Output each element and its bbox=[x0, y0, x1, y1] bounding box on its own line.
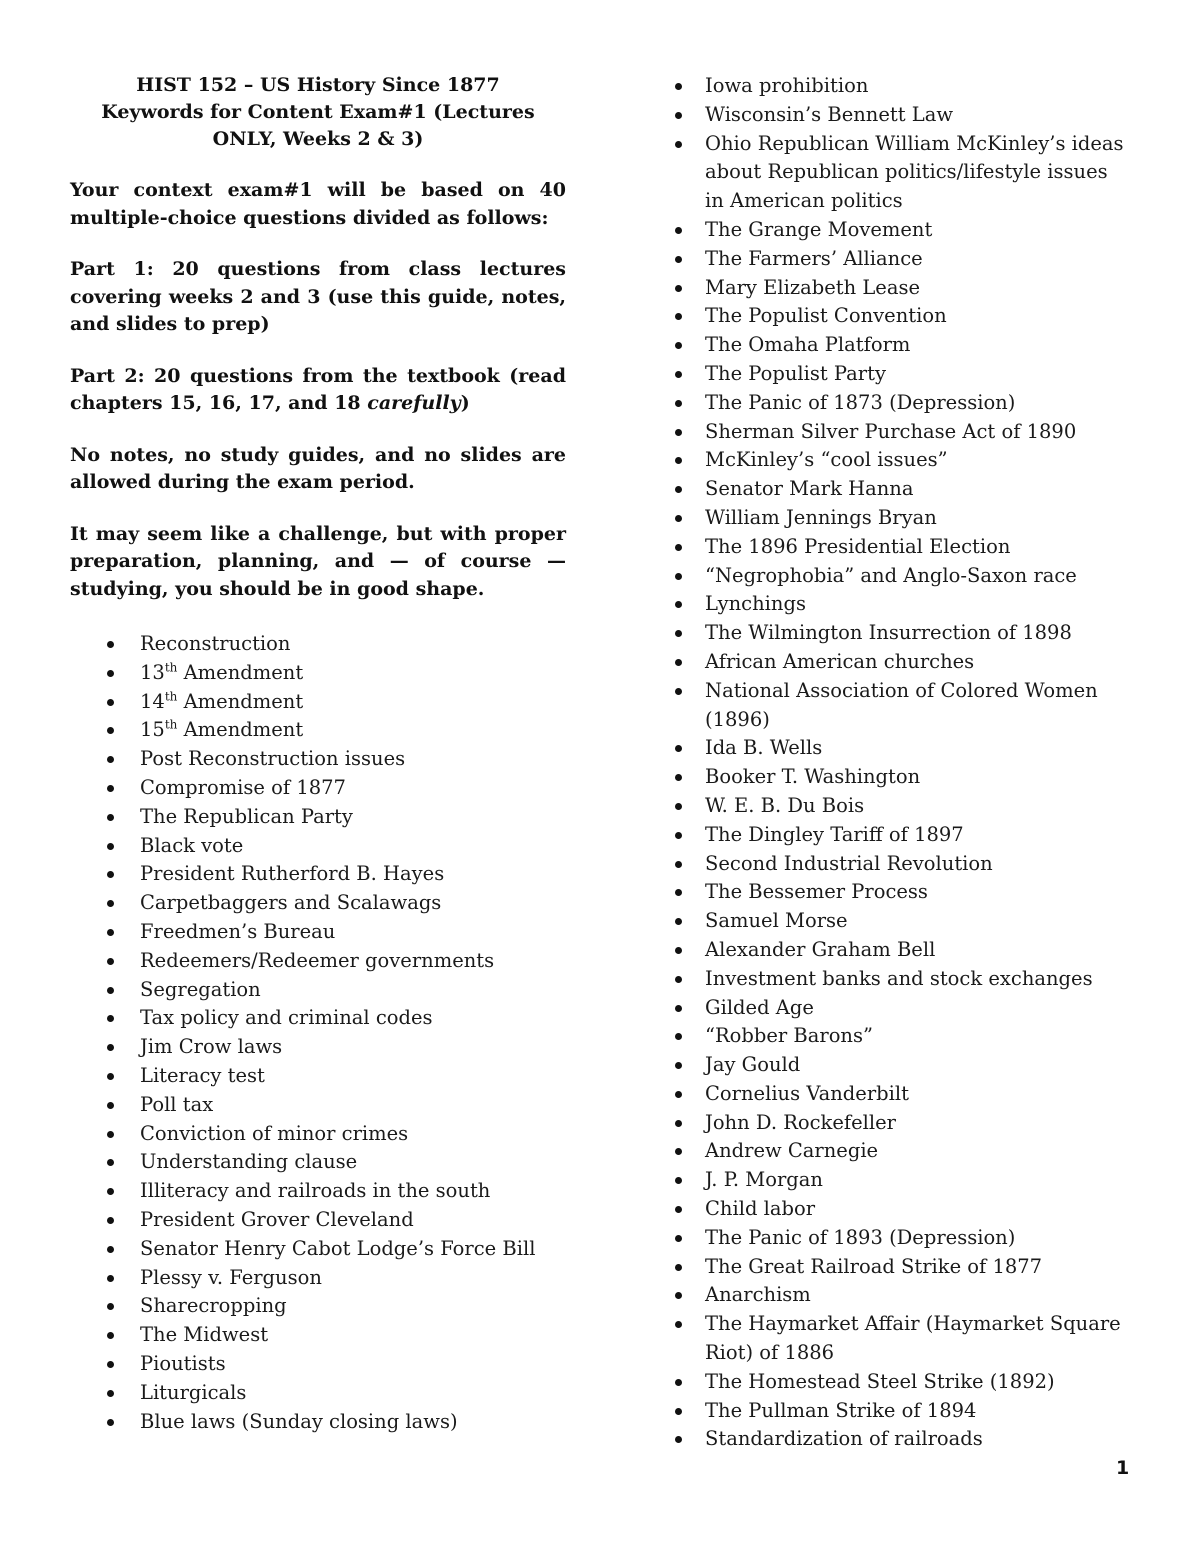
amendment-label: Amendment bbox=[183, 718, 304, 742]
keyword-item bbox=[672, 274, 1132, 303]
keyword-text: The Great Railroad Strike of 1877 bbox=[705, 1254, 1043, 1278]
keyword-item bbox=[672, 446, 1132, 475]
keyword-item bbox=[672, 677, 1132, 735]
keyword-text: Redeemers/Redeemer governments bbox=[140, 948, 495, 972]
keyword-item bbox=[672, 648, 1132, 677]
keyword-text: Carpetbaggers and Scalawags bbox=[140, 891, 442, 915]
keyword-item bbox=[672, 907, 1132, 936]
keyword-text: Compromise of 1877 bbox=[140, 775, 346, 799]
keyword-text: Senator Henry Cabot Lodge’s Force Bill bbox=[140, 1236, 536, 1260]
keyword-text: “Robber Barons” bbox=[705, 1024, 873, 1048]
keyword-text: Literacy test bbox=[140, 1063, 265, 1087]
keyword-text: Ida B. Wells bbox=[705, 736, 823, 760]
part-2-text-end: ) bbox=[460, 392, 470, 414]
keyword-item bbox=[672, 1080, 1132, 1109]
right-column bbox=[672, 72, 1132, 1454]
keyword-item bbox=[70, 1091, 566, 1120]
keyword-text: John D. Rockefeller bbox=[705, 1110, 897, 1134]
keyword-text: Wisconsin’s Bennett Law bbox=[705, 102, 954, 126]
keyword-item bbox=[70, 1321, 566, 1350]
keyword-item bbox=[672, 504, 1132, 533]
amendment-number: 13 bbox=[140, 660, 165, 684]
keyword-item bbox=[70, 688, 566, 717]
keyword-text: Post Reconstruction issues bbox=[140, 747, 406, 771]
intro-paragraph-rules: No notes, no study guides, and no slides are allowed during the exam period. bbox=[70, 443, 566, 493]
keyword-item bbox=[672, 533, 1132, 562]
keyword-text: Ohio Republican William McKinley’s ideas about Republican politics/lifestyle issues in American politics bbox=[705, 131, 1124, 213]
ordinal-suffix: th bbox=[164, 660, 178, 675]
keyword-text: Liturgicals bbox=[140, 1380, 247, 1404]
keyword-item bbox=[672, 1166, 1132, 1195]
intro-paragraph-encouragement: It may seem like a challenge, but with proper preparation, planning, and — of course — studying, you should be in good shape. bbox=[70, 522, 566, 600]
amendment-number: 15 bbox=[140, 718, 165, 742]
keyword-text: Reconstruction bbox=[140, 632, 291, 655]
keyword-text: Standardization of railroads bbox=[705, 1427, 983, 1451]
keyword-item bbox=[672, 792, 1132, 821]
intro-paragraph-part-1: Part 1: 20 questions from class lectures covering weeks 2 and 3 (use this guide, notes, and slides to prep) bbox=[70, 258, 566, 335]
keyword-item bbox=[70, 716, 566, 745]
keyword-text: McKinley’s “cool issues” bbox=[705, 448, 948, 472]
keyword-text: William Jennings Bryan bbox=[705, 505, 937, 529]
ordinal-suffix: th bbox=[164, 689, 178, 704]
keyword-item bbox=[672, 1368, 1132, 1397]
keyword-text: Understanding clause bbox=[140, 1150, 358, 1174]
keyword-item bbox=[70, 1206, 566, 1235]
keyword-item bbox=[672, 619, 1132, 648]
keyword-text: Anarchism bbox=[705, 1283, 811, 1307]
keyword-item bbox=[672, 1253, 1132, 1282]
keyword-item bbox=[672, 763, 1132, 792]
keyword-text: Tax policy and criminal codes bbox=[140, 1006, 433, 1030]
intro-paragraph-exam-format: Your context exam#1 will be based on 40 multiple-choice questions divided as follows: bbox=[70, 179, 566, 229]
keyword-item bbox=[672, 130, 1132, 216]
keyword-item bbox=[672, 418, 1132, 447]
keyword-text: Cornelius Vanderbilt bbox=[705, 1081, 909, 1105]
part-2-text: Part 2: 20 questions from the textbook (read chapters 15, 16, 17, and 18 bbox=[70, 364, 566, 414]
keyword-text: The Panic of 1893 (Depression) bbox=[705, 1225, 1016, 1249]
keyword-text: The 1896 Presidential Election bbox=[705, 534, 1011, 558]
keyword-item bbox=[672, 101, 1132, 130]
keyword-text: Booker T. Washington bbox=[705, 765, 921, 789]
keyword-text: The Dingley Tariff of 1897 bbox=[705, 822, 964, 846]
keyword-item bbox=[70, 1379, 566, 1408]
keyword-item bbox=[672, 562, 1132, 591]
keyword-item bbox=[672, 590, 1132, 619]
keyword-item bbox=[672, 1022, 1132, 1051]
keyword-text: The Populist Convention bbox=[705, 304, 947, 328]
keyword-text: President Rutherford B. Hayes bbox=[140, 862, 445, 886]
keyword-item bbox=[672, 994, 1132, 1023]
intro-paragraph-part-2 bbox=[70, 363, 566, 418]
keyword-list-left bbox=[70, 630, 566, 1436]
keyword-text: Plessy v. Ferguson bbox=[140, 1265, 322, 1289]
title-line-1: HIST 152 – US History Since 1877 bbox=[136, 74, 500, 96]
keyword-text: W. E. B. Du Bois bbox=[705, 793, 865, 817]
keyword-item bbox=[70, 889, 566, 918]
keyword-item bbox=[672, 1224, 1132, 1253]
keyword-item bbox=[672, 72, 1132, 101]
keyword-text: Lynchings bbox=[705, 592, 806, 616]
keyword-item bbox=[70, 860, 566, 889]
keyword-text: Second Industrial Revolution bbox=[705, 851, 993, 875]
keyword-item bbox=[672, 1051, 1132, 1080]
keyword-item bbox=[672, 360, 1132, 389]
keyword-text: The Pullman Strike of 1894 bbox=[705, 1398, 977, 1422]
keyword-item bbox=[672, 1310, 1132, 1368]
keyword-text: The Republican Party bbox=[140, 804, 353, 828]
keyword-text: The Grange Movement bbox=[705, 217, 933, 241]
keyword-text: Blue laws (Sunday closing laws) bbox=[140, 1409, 458, 1433]
title-line-2: Keywords for Content Exam#1 (Lectures ONLY, Weeks 2 & 3) bbox=[101, 101, 535, 150]
keyword-text: Gilded Age bbox=[705, 995, 814, 1019]
amendment-label: Amendment bbox=[183, 660, 304, 684]
document-title bbox=[70, 72, 566, 153]
keyword-text: The Omaha Platform bbox=[705, 333, 911, 357]
keyword-item bbox=[70, 1177, 566, 1206]
keyword-text: Freedmen’s Bureau bbox=[140, 919, 336, 943]
keyword-text: Segregation bbox=[140, 977, 261, 1001]
keyword-text: Conviction of minor crimes bbox=[140, 1121, 409, 1145]
keyword-item bbox=[70, 774, 566, 803]
keyword-item bbox=[70, 745, 566, 774]
keyword-item bbox=[70, 1292, 566, 1321]
keyword-item bbox=[672, 878, 1132, 907]
keyword-text: Mary Elizabeth Lease bbox=[705, 275, 921, 299]
keyword-item bbox=[672, 821, 1132, 850]
keyword-text: Samuel Morse bbox=[705, 909, 848, 933]
keyword-text: “Negrophobia” and Anglo-Saxon race bbox=[705, 563, 1077, 587]
keyword-text: The Homestead Steel Strike (1892) bbox=[705, 1369, 1055, 1393]
keyword-item bbox=[672, 1195, 1132, 1224]
keyword-text: Black vote bbox=[140, 833, 244, 857]
keyword-text: Pioutists bbox=[140, 1351, 226, 1375]
keyword-text: Poll tax bbox=[140, 1092, 214, 1116]
keyword-list-right bbox=[672, 72, 1132, 1454]
keyword-item bbox=[672, 302, 1132, 331]
keyword-text: Investment banks and stock exchanges bbox=[705, 966, 1093, 990]
keyword-text: National Association of Colored Women (1896) bbox=[705, 678, 1098, 731]
keyword-text: J. P. Morgan bbox=[705, 1168, 823, 1192]
keyword-text: The Midwest bbox=[140, 1323, 269, 1347]
keyword-item bbox=[70, 1148, 566, 1177]
keyword-item bbox=[672, 1109, 1132, 1138]
keyword-item bbox=[672, 1281, 1132, 1310]
keyword-item bbox=[672, 734, 1132, 763]
keyword-text: The Wilmington Insurrection of 1898 bbox=[705, 621, 1072, 645]
keyword-item bbox=[70, 1350, 566, 1379]
keyword-item bbox=[672, 850, 1132, 879]
keyword-item bbox=[672, 389, 1132, 418]
keyword-text: Illiteracy and railroads in the south bbox=[140, 1179, 491, 1203]
keyword-item bbox=[70, 976, 566, 1005]
keyword-text: The Bessemer Process bbox=[705, 880, 928, 904]
keyword-item bbox=[70, 832, 566, 861]
ordinal-suffix: th bbox=[164, 717, 178, 732]
keyword-text: Jim Crow laws bbox=[140, 1035, 283, 1059]
amendment-number: 14 bbox=[140, 689, 165, 713]
keyword-item bbox=[70, 1235, 566, 1264]
keyword-item bbox=[70, 630, 566, 659]
keyword-item bbox=[70, 1033, 566, 1062]
keyword-item bbox=[672, 475, 1132, 504]
keyword-text: The Populist Party bbox=[705, 361, 886, 385]
keyword-text: Senator Mark Hanna bbox=[705, 477, 914, 501]
keyword-item bbox=[70, 1120, 566, 1149]
keyword-text: President Grover Cleveland bbox=[140, 1207, 414, 1231]
keyword-item bbox=[672, 1397, 1132, 1426]
keyword-item bbox=[672, 245, 1132, 274]
keyword-text: Sherman Silver Purchase Act of 1890 bbox=[705, 419, 1077, 443]
keyword-item bbox=[672, 936, 1132, 965]
keyword-text: African American churches bbox=[705, 649, 975, 673]
keyword-item bbox=[70, 947, 566, 976]
keyword-item bbox=[70, 803, 566, 832]
amendment-label: Amendment bbox=[183, 689, 304, 713]
keyword-item bbox=[70, 918, 566, 947]
keyword-item bbox=[70, 1408, 566, 1437]
keyword-item bbox=[70, 659, 566, 688]
left-column bbox=[70, 72, 566, 1436]
keyword-text: Sharecropping bbox=[140, 1294, 287, 1318]
keyword-text: The Haymarket Affair (Haymarket Square Riot) of 1886 bbox=[705, 1312, 1121, 1365]
keyword-item bbox=[672, 965, 1132, 994]
part-2-emphasis: carefully bbox=[367, 392, 461, 414]
keyword-text: The Panic of 1873 (Depression) bbox=[705, 390, 1016, 414]
keyword-item bbox=[672, 1137, 1132, 1166]
keyword-item bbox=[70, 1264, 566, 1293]
page-number: 1 bbox=[1116, 1457, 1130, 1479]
keyword-item bbox=[70, 1062, 566, 1091]
keyword-text: Jay Gould bbox=[705, 1053, 801, 1077]
keyword-item bbox=[672, 216, 1132, 245]
keyword-item bbox=[672, 331, 1132, 360]
keyword-item bbox=[70, 1004, 566, 1033]
keyword-text: Andrew Carnegie bbox=[705, 1139, 879, 1163]
keyword-text: The Farmers’ Alliance bbox=[705, 246, 923, 270]
keyword-text: Iowa prohibition bbox=[705, 74, 869, 97]
keyword-text: Child labor bbox=[705, 1197, 816, 1221]
keyword-item bbox=[672, 1425, 1132, 1454]
keyword-text: Alexander Graham Bell bbox=[705, 937, 936, 961]
